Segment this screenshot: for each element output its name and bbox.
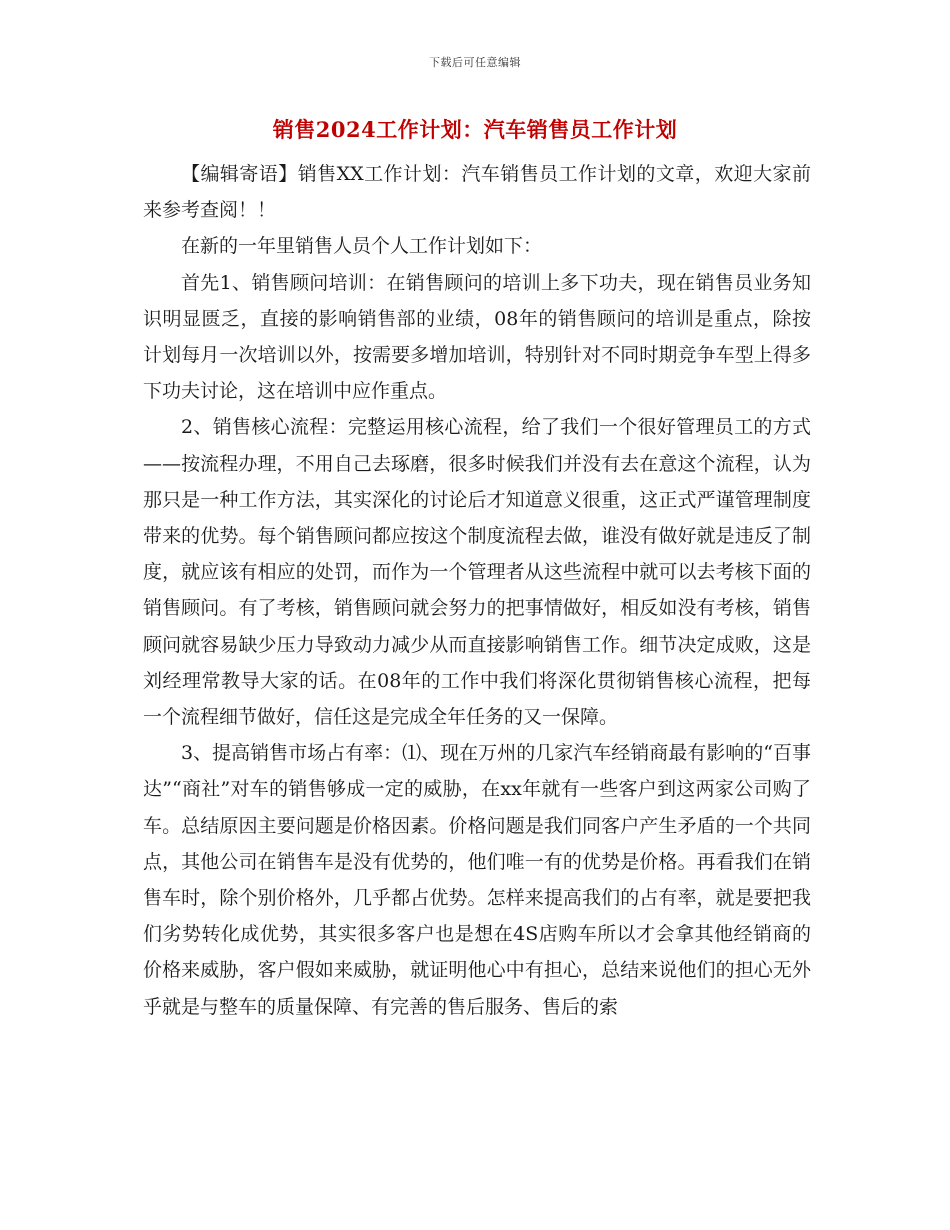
header-note: 下载后可任意编辑: [429, 56, 521, 69]
paragraph-editor-note: 【编辑寄语】销售XX工作计划：汽车销售员工作计划的文章，欢迎大家前来参考查阅！！: [143, 163, 811, 222]
paragraph-market-share: 3、提高销售市场占有率：⑴、现在万州的几家汽车经销商最有影响的“百事达”“商社”对车的销售够成一定的威胁，在xx年就有一些客户到这两家公司购了车。总结原因主要问题是价格因素。价格问题是我们同客户产生矛盾的一个共同点，其他公司在销售车是没有优势的，他们唯一有的优势是价格。再看我们在销售车时，除个别价格外，几乎都占优势。怎样来提高我们的占有率，就是要把我们劣势转化成优势，其实很多客户也是想在4S店购车所以才会拿其他经销商的价格来威胁，客户假如来威胁，就证明他心中有担心，总结来说他们的担心无外乎就是与整车的质量保障、有完善的售后服务、售后的索: [143, 742, 811, 1018]
paragraph-intro: 在新的一年里销售人员个人工作计划如下：: [181, 235, 543, 258]
document-body: [143, 156, 811, 1025]
paragraph-training: 首先1、销售顾问培训：在销售顾问的培训上多下功夫，现在销售员业务知识明显匮乏，直接的影响销售部的业绩，08年的销售顾问的培训是重点，除按计划每月一次培训以外，按需要多增加培训，特别针对不同时期竞争车型上得多下功夫讨论，这在培训中应作重点。: [143, 271, 811, 403]
document-title: 销售2024工作计划：汽车销售员工作计划: [272, 117, 678, 142]
paragraph-core-process: 2、销售核心流程：完整运用核心流程，给了我们一个很好管理员工的方式——按流程办理，不用自己去琢磨，很多时候我们并没有去在意这个流程，认为那只是一种工作方法，其实深化的讨论后才知道意义很重，这正式严谨管理制度带来的优势。每个销售顾问都应按这个制度流程去做，谁没有做好就是违反了制度，就应该有相应的处罚，而作为一个管理者从这些流程中就可以去考核下面的销售顾问。有了考核，销售顾问就会努力的把事情做好，相反如没有考核，销售顾问就容易缺少压力导致动力减少从而直接影响销售工作。细节决定成败，这是刘经理常教导大家的话。在08年的工作中我们将深化贯彻销售核心流程，把每一个流程细节做好，信任这是完成全年任务的又一保障。: [143, 416, 811, 729]
